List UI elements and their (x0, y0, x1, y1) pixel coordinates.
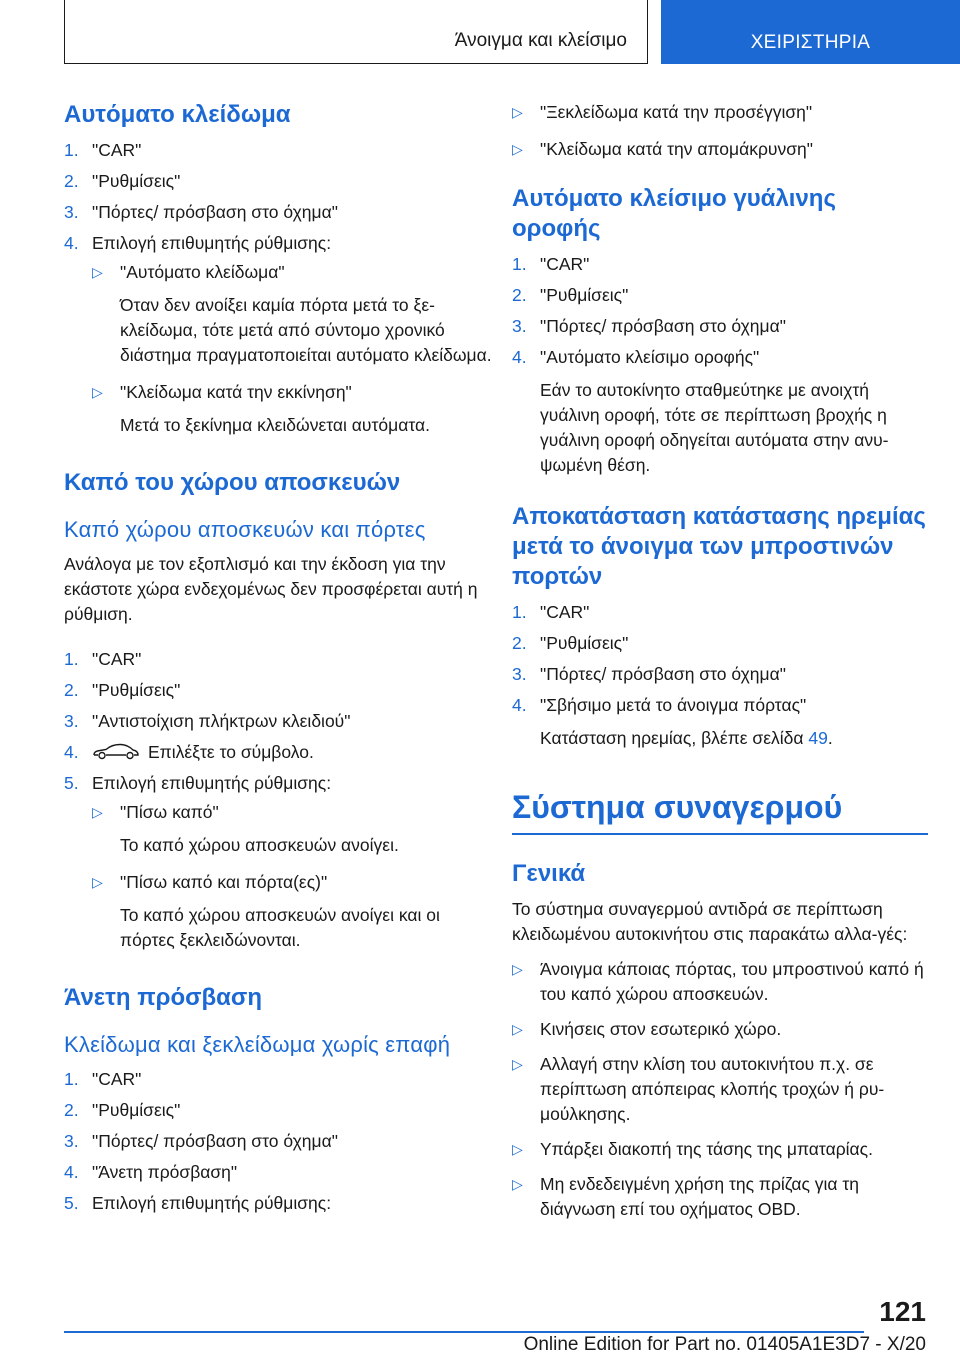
footer-divider (64, 1331, 864, 1333)
list-item (64, 138, 494, 163)
step-text: "Άνετη πρόσβαση" (92, 1162, 238, 1182)
triangle-bullet-icon: ▷ (512, 104, 523, 120)
heading-comfort-access: Άνετη πρόσβαση (64, 984, 262, 1011)
step-number: 1. (64, 140, 79, 160)
step-number: 5. (64, 1193, 79, 1213)
list-item (512, 1017, 928, 1042)
triangle-bullet-icon: ▷ (512, 141, 523, 157)
list-item (64, 169, 494, 194)
step-text: "CAR" (92, 140, 142, 160)
triangle-bullet-icon: ▷ (92, 804, 103, 820)
triangle-bullet-icon: ▷ (512, 961, 523, 977)
step-number: 2. (64, 1100, 79, 1120)
list-item (64, 1129, 494, 1154)
step-number: 5. (64, 773, 79, 793)
option-note: Το καπό χώρου αποσκευών ανοίγει και οι πόρτες ξεκλειδώνονται. (120, 905, 440, 950)
list-item (64, 678, 494, 703)
option-label: "Κλείδωμα κατά την εκκίνηση" (120, 382, 352, 402)
page-reference-link[interactable]: 49 (808, 728, 828, 748)
list-item (64, 1191, 494, 1216)
option-note: Όταν δεν ανοίξει καμία πόρτα μετά το ξε-κλείδωμα, τότε μετά από σύντομο χρονικό διάστημα πραγματοποιείται αυτόματο κλείδωμα. (120, 295, 492, 365)
list-item (512, 693, 928, 751)
auto-lock-steps (64, 138, 494, 438)
step-text: "Πόρτες/ πρόσβαση στο όχημα" (92, 1131, 338, 1151)
right-column (512, 100, 928, 1232)
trunk-steps (64, 647, 494, 953)
step-number: 3. (64, 711, 79, 731)
subheading-contactless-lock: Κλείδωμα και ξεκλείδωμα χωρίς επαφή (64, 1032, 451, 1057)
triangle-bullet-icon: ▷ (512, 1141, 523, 1157)
option-label: "Πίσω καπό" (120, 802, 219, 822)
header-section-box (64, 0, 648, 64)
step-text: "Πόρτες/ πρόσβαση στο όχημα" (540, 316, 786, 336)
list-item (64, 1160, 494, 1185)
option-item (92, 380, 494, 438)
triangle-bullet-icon: ▷ (92, 264, 103, 280)
comfort-steps (64, 1067, 494, 1216)
step-text: "CAR" (540, 602, 590, 622)
alarm-trigger-text: Κινήσεις στον εσωτερικό χώρο. (540, 1019, 782, 1039)
step-text: "Ρυθμίσεις" (92, 680, 181, 700)
list-item (512, 631, 928, 656)
step-text: "Ρυθμίσεις" (92, 171, 181, 191)
step-text: Επιλογή επιθυμητής ρύθμισης: (92, 233, 332, 253)
list-item (64, 1067, 494, 1092)
triangle-bullet-icon: ▷ (512, 1021, 523, 1037)
list-item (512, 1172, 928, 1222)
step-number: 4. (64, 233, 79, 253)
option-label: "Αυτόματο κλείδωμα" (120, 262, 285, 282)
list-item (512, 1137, 928, 1162)
step-number: 1. (512, 602, 527, 622)
alarm-intro: Το σύστημα συναγερμού αντιδρά σε περίπτωση κλειδωμένου αυτοκινήτου στις παρακάτω αλλα-γές: (512, 899, 908, 944)
step-number: 1. (64, 1069, 79, 1089)
roof-note: Εάν το αυτοκίνητο σταθμεύτηκε με ανοιχτή γυάλινη οροφή, τότε σε περίπτωση βροχής η γυάλινη οροφή οδηγείται αυτόματα στην ανυ-ψωμένη θέση. (540, 380, 889, 475)
trunk-intro: Ανάλογα με τον εξοπλισμό και την έκδοση για την εκάστοτε χώρα ενδεχομένως δεν προσφέρεται αυτή η ρύθμιση. (64, 554, 478, 624)
auto-lock-options (92, 260, 494, 438)
standby-note-text: Κατάσταση ηρεμίας, βλέπε σελίδα (540, 728, 809, 748)
option-item (92, 800, 494, 858)
step-number: 2. (64, 171, 79, 191)
roof-steps (512, 252, 928, 478)
step-text: "CAR" (540, 254, 590, 274)
subheading-trunk-doors: Καπό χώρου αποσκευών και πόρτες (64, 517, 426, 542)
step-number: 4. (64, 742, 79, 762)
standby-note-end: . (827, 728, 833, 748)
step-text: "Πόρτες/ πρόσβαση στο όχημα" (540, 664, 786, 684)
option-item (92, 870, 494, 953)
heading-general: Γενικά (512, 860, 586, 887)
left-column (64, 100, 494, 1222)
step-text: "CAR" (92, 649, 142, 669)
step-number: 2. (512, 633, 527, 653)
step-number: 4. (512, 695, 527, 715)
list-item (512, 314, 928, 339)
step-number: 1. (64, 649, 79, 669)
option-label: "Κλείδωμα κατά την απομάκρυνση" (540, 139, 813, 159)
step-text: Επιλογή επιθυμητής ρύθμισης: (92, 773, 332, 793)
option-item (92, 260, 494, 368)
step-number: 3. (512, 316, 527, 336)
step-number: 1. (512, 254, 527, 274)
heading-roof-auto-close: Αυτόματο κλείσιμο γυάλινης οροφής (512, 185, 836, 242)
list-item (64, 740, 494, 765)
step-number: 3. (64, 1131, 79, 1151)
step-text: "Σβήσιμο μετά το άνοιγμα πόρτας" (540, 695, 807, 715)
step-number: 3. (512, 664, 527, 684)
header-section-title: Άνοιγμα και κλείσιμο (454, 30, 627, 51)
option-item (512, 100, 928, 125)
list-item (64, 647, 494, 672)
alarm-trigger-text: Αλλαγή στην κλίση του αυτοκινήτου π.χ. σε περίπτωση απόπειρας κλοπής τροχών ή ρυ-μούλκησης. (540, 1054, 885, 1124)
step-text: Επιλέξτε το σύμβολο. (148, 742, 314, 762)
list-item (512, 1052, 928, 1127)
footer-edition: Online Edition for Part no. 01405A1E3D7 - X/20 (523, 1334, 926, 1355)
alarm-trigger-text: Υπάρξει διακοπή της τάσης της μπαταρίας. (540, 1139, 873, 1159)
option-item (512, 137, 928, 162)
step-text: "CAR" (92, 1069, 142, 1089)
triangle-bullet-icon: ▷ (92, 874, 103, 890)
list-item (512, 252, 928, 277)
step-number: 3. (64, 202, 79, 222)
list-item (512, 600, 928, 625)
step-text: "Αυτόματο κλείσιμο οροφής" (540, 347, 760, 367)
list-item (512, 957, 928, 1007)
list-item (512, 283, 928, 308)
list-item (512, 345, 928, 478)
header-chapter-tab: ΧΕΙΡΙΣΤΗΡΙΑ (661, 0, 960, 64)
heading-trunk: Καπό του χώρου αποσκευών (64, 469, 401, 496)
triangle-bullet-icon: ▷ (512, 1056, 523, 1072)
heading-standby-restore: Αποκατάσταση κατάστασης ηρεμίας μετά το άνοιγμα των μπροστινών πορτών (512, 503, 926, 590)
triangle-bullet-icon: ▷ (92, 384, 103, 400)
step-text: Επιλογή επιθυμητής ρύθμισης: (92, 1193, 332, 1213)
alarm-trigger-text: Άνοιγμα κάποιας πόρτας, του μπροστινού καπό ή του καπό χώρου αποσκευών. (540, 959, 924, 1004)
alarm-triggers (512, 957, 928, 1222)
alarm-trigger-text: Μη ενδεδειγμένη χρήση της πρίζας για τη διάγνωση επί του οχήματος OBD. (540, 1174, 860, 1219)
heading-alarm-system: Σύστημα συναγερμού (512, 787, 928, 835)
list-item (64, 200, 494, 225)
standby-note (540, 726, 928, 751)
step-text: "Πόρτες/ πρόσβαση στο όχημα" (92, 202, 338, 222)
step-text: "Ρυθμίσεις" (540, 285, 629, 305)
list-item (64, 771, 494, 953)
list-item (64, 231, 494, 438)
car-icon (92, 742, 140, 760)
page-number: 121 (879, 1296, 926, 1327)
step-number: 2. (64, 680, 79, 700)
step-number: 4. (512, 347, 527, 367)
option-note: Το καπό χώρου αποσκευών ανοίγει. (120, 835, 399, 855)
step-text: "Ρυθμίσεις" (540, 633, 629, 653)
list-item (64, 709, 494, 734)
option-label: "Πίσω καπό και πόρτα(ες)" (120, 872, 328, 892)
heading-auto-lock: Αυτόματο κλείδωμα (64, 101, 291, 128)
step-number: 4. (64, 1162, 79, 1182)
standby-steps (512, 600, 928, 751)
step-text: "Αντιστοίχιση πλήκτρων κλειδιού" (92, 711, 351, 731)
option-note: Μετά το ξεκίνημα κλειδώνεται αυτόματα. (120, 415, 430, 435)
step-number: 2. (512, 285, 527, 305)
list-item (64, 1098, 494, 1123)
step-text: "Ρυθμίσεις" (92, 1100, 181, 1120)
triangle-bullet-icon: ▷ (512, 1176, 523, 1192)
option-label: "Ξεκλείδωμα κατά την προσέγγιση" (540, 102, 813, 122)
trunk-options (92, 800, 494, 953)
comfort-options (512, 100, 928, 162)
list-item (512, 662, 928, 687)
